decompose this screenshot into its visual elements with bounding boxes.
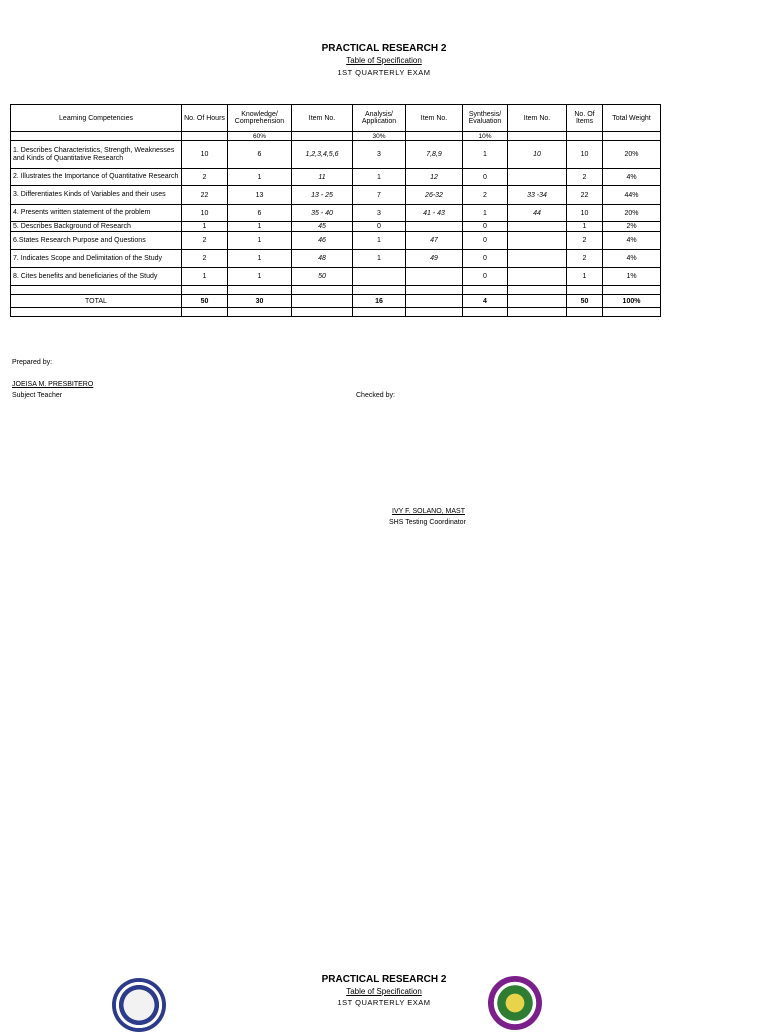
empty-cell [292, 295, 353, 308]
synthesis-items-cell [508, 169, 567, 186]
total-label-cell: TOTAL [11, 295, 182, 308]
analysis-count-cell: 3 [353, 141, 406, 169]
competency-cell: 1. Describes Characteristics, Strength, Weaknesses and Kinds of Quantitative Research [11, 141, 182, 169]
empty-cell [11, 132, 182, 141]
col-header: Learning Competencies [11, 105, 182, 132]
competency-cell: 5. Describes Background of Research [11, 222, 182, 232]
knowledge-items-cell: 48 [292, 250, 353, 268]
weight-cell: 20% [603, 205, 661, 222]
analysis-count-cell: 1 [353, 250, 406, 268]
teacher-name: JOEISA M. PRESBITERO [12, 381, 94, 388]
competency-cell: 7. Indicates Scope and Delimitation of the Study [11, 250, 182, 268]
hours-cell: 22 [182, 186, 228, 205]
knowledge-count-cell: 13 [228, 186, 292, 205]
analysis-items-cell: 7,8,9 [406, 141, 463, 169]
knowledge-count-cell: 1 [228, 222, 292, 232]
table-row [11, 250, 661, 268]
items-count-cell: 1 [567, 222, 603, 232]
weight-cell: 2% [603, 222, 661, 232]
total-anal-cell: 16 [353, 295, 406, 308]
hours-cell: 10 [182, 205, 228, 222]
empty-cell [353, 308, 406, 317]
hours-cell: 2 [182, 232, 228, 250]
knowledge-count-cell: 1 [228, 232, 292, 250]
knowledge-items-cell: 13 - 25 [292, 186, 353, 205]
competency-cell: 2. Illustrates the Importance of Quantitative Research [11, 169, 182, 186]
empty-cell [406, 286, 463, 295]
empty-cell [567, 308, 603, 317]
synthesis-items-cell [508, 222, 567, 232]
synthesis-count-cell: 0 [463, 169, 508, 186]
items-count-cell: 2 [567, 232, 603, 250]
total-items-cell: 50 [567, 295, 603, 308]
synthesis-count-cell: 1 [463, 141, 508, 169]
analysis-items-cell: 49 [406, 250, 463, 268]
synthesis-items-cell: 44 [508, 205, 567, 222]
col-header: Item No. [292, 105, 353, 132]
page-subtitle: Table of Specification [346, 56, 422, 65]
prepared-by-label: Prepared by: [12, 359, 53, 366]
empty-cell [603, 308, 661, 317]
items-count-cell: 1 [567, 268, 603, 286]
percent-synthesis: 10% [463, 132, 508, 141]
total-hours-cell: 50 [182, 295, 228, 308]
items-count-cell: 10 [567, 205, 603, 222]
table-row [11, 268, 661, 286]
analysis-items-cell: 41 - 43 [406, 205, 463, 222]
empty-cell [182, 132, 228, 141]
empty-cell [406, 132, 463, 141]
synthesis-items-cell [508, 232, 567, 250]
synthesis-items-cell [508, 268, 567, 286]
empty-cell [182, 308, 228, 317]
knowledge-count-cell: 1 [228, 250, 292, 268]
knowledge-items-cell: 1,2,3,4,5,6 [292, 141, 353, 169]
knowledge-count-cell: 1 [228, 268, 292, 286]
analysis-items-cell: 26-32 [406, 186, 463, 205]
empty-cell [567, 286, 603, 295]
analysis-count-cell: 0 [353, 222, 406, 232]
analysis-items-cell: 12 [406, 169, 463, 186]
hours-cell: 1 [182, 222, 228, 232]
empty-cell [228, 308, 292, 317]
footer-exam-label: 1ST QUARTERLY EXAM [337, 998, 431, 1007]
hours-cell: 2 [182, 169, 228, 186]
col-header: No. Of Hours [182, 105, 228, 132]
empty-cell [406, 308, 463, 317]
empty-cell [508, 295, 567, 308]
weight-cell: 4% [603, 169, 661, 186]
analysis-count-cell: 7 [353, 186, 406, 205]
empty-cell [11, 308, 182, 317]
analysis-items-cell [406, 222, 463, 232]
table-row [11, 169, 661, 186]
empty-cell [292, 132, 353, 141]
hours-cell: 2 [182, 250, 228, 268]
empty-cell [463, 286, 508, 295]
empty-cell [292, 308, 353, 317]
footer-subtitle: Table of Specification [346, 987, 422, 996]
synthesis-count-cell: 0 [463, 222, 508, 232]
total-syn-cell: 4 [463, 295, 508, 308]
knowledge-count-cell: 6 [228, 205, 292, 222]
knowledge-items-cell: 35 - 40 [292, 205, 353, 222]
spacer-row [11, 286, 661, 295]
total-row [11, 295, 661, 308]
synthesis-count-cell: 1 [463, 205, 508, 222]
competency-cell: 4. Presents written statement of the problem [11, 205, 182, 222]
analysis-count-cell [353, 268, 406, 286]
weight-cell: 4% [603, 250, 661, 268]
knowledge-count-cell: 6 [228, 141, 292, 169]
col-header: Analysis/ Application [353, 105, 406, 132]
synthesis-items-cell [508, 250, 567, 268]
header-row [11, 105, 661, 132]
percent-row [11, 132, 661, 141]
percent-knowledge: 60% [228, 132, 292, 141]
hours-cell: 10 [182, 141, 228, 169]
weight-cell: 44% [603, 186, 661, 205]
coordinator-role: SHS Testing Coordinator [389, 519, 466, 526]
col-header: No. Of Items [567, 105, 603, 132]
analysis-items-cell [406, 268, 463, 286]
synthesis-count-cell: 0 [463, 232, 508, 250]
table-row [11, 186, 661, 205]
competency-cell: 8. Cites benefits and beneficiaries of the Study [11, 268, 182, 286]
empty-cell [228, 286, 292, 295]
items-count-cell: 22 [567, 186, 603, 205]
synthesis-count-cell: 2 [463, 186, 508, 205]
knowledge-items-cell: 45 [292, 222, 353, 232]
items-count-cell: 10 [567, 141, 603, 169]
hours-cell: 1 [182, 268, 228, 286]
col-header: Total Weight [603, 105, 661, 132]
empty-cell [182, 286, 228, 295]
empty-cell [508, 286, 567, 295]
page-title: PRACTICAL RESEARCH 2 [321, 43, 447, 54]
empty-cell [508, 308, 567, 317]
col-header: Item No. [406, 105, 463, 132]
table-row [11, 141, 661, 169]
exam-label: 1ST QUARTERLY EXAM [337, 68, 431, 77]
items-count-cell: 2 [567, 250, 603, 268]
col-header: Synthesis/ Evaluation [463, 105, 508, 132]
synthesis-items-cell: 33 -34 [508, 186, 567, 205]
items-count-cell: 2 [567, 169, 603, 186]
table-row [11, 205, 661, 222]
knowledge-items-cell: 46 [292, 232, 353, 250]
table-row [11, 222, 661, 232]
spacer-row [11, 308, 661, 317]
total-weight-cell: 100% [603, 295, 661, 308]
competency-cell: 3. Differentiates Kinds of Variables and their uses [11, 186, 182, 205]
empty-cell [508, 132, 567, 141]
knowledge-items-cell: 50 [292, 268, 353, 286]
knowledge-items-cell: 11 [292, 169, 353, 186]
analysis-count-cell: 3 [353, 205, 406, 222]
synthesis-count-cell: 0 [463, 250, 508, 268]
footer-title: PRACTICAL RESEARCH 2 [321, 974, 447, 985]
total-know-cell: 30 [228, 295, 292, 308]
coordinator-name: IVY F. SOLANO, MAST [392, 508, 466, 515]
table-row [11, 232, 661, 250]
empty-cell [603, 286, 661, 295]
analysis-count-cell: 1 [353, 169, 406, 186]
col-header: Knowledge/ Comprehension [228, 105, 292, 132]
competency-cell: 6.States Research Purpose and Questions [11, 232, 182, 250]
checked-by-label: Checked by: [356, 392, 395, 399]
percent-analysis: 30% [353, 132, 406, 141]
empty-cell [11, 286, 182, 295]
empty-cell [292, 286, 353, 295]
weight-cell: 4% [603, 232, 661, 250]
empty-cell [567, 132, 603, 141]
teacher-role: Subject Teacher [12, 392, 63, 399]
empty-cell [406, 295, 463, 308]
empty-cell [353, 286, 406, 295]
knowledge-count-cell: 1 [228, 169, 292, 186]
analysis-count-cell: 1 [353, 232, 406, 250]
analysis-items-cell: 47 [406, 232, 463, 250]
specification-table [10, 104, 661, 317]
synthesis-items-cell: 10 [508, 141, 567, 169]
empty-cell [463, 308, 508, 317]
synthesis-count-cell: 0 [463, 268, 508, 286]
weight-cell: 1% [603, 268, 661, 286]
col-header: Item No. [508, 105, 567, 132]
weight-cell: 20% [603, 141, 661, 169]
empty-cell [603, 132, 661, 141]
